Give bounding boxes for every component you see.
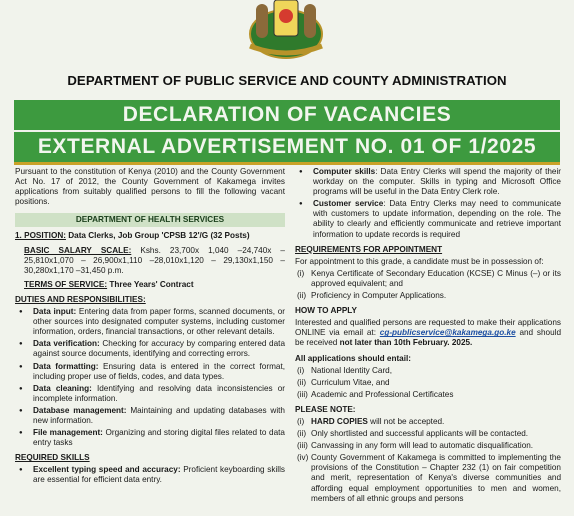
item-number: (i) (297, 365, 305, 375)
duty-item (15, 307, 285, 337)
requirement-item (295, 291, 561, 301)
note-item (295, 441, 561, 451)
note-text: Only shortlisted and successful applicants will be contacted. (311, 429, 529, 439)
skill-term: Customer service (313, 199, 384, 209)
attachment-text: Academic and Professional Certificates (311, 389, 454, 399)
item-number: (iii) (297, 441, 308, 451)
gold-divider (14, 162, 560, 165)
county-coat-of-arms-logo (236, 0, 336, 62)
duty-term: File management: (33, 428, 103, 438)
terms-value: Three Years' Contract (109, 279, 194, 289)
duty-item (15, 339, 285, 359)
apply-deadline: not later than 10th February. 2025. (339, 338, 473, 348)
duty-text: Maintaining and updating databases with new information. (33, 405, 285, 425)
duty-text: Ensuring data is entered in the correct format, including proper use of fields, codes, and data types. (33, 361, 286, 381)
note-text: Canvassing in any form will lead to automatic disqualification. (311, 441, 534, 451)
duty-item (15, 362, 285, 382)
position-label: 1. POSITION: (15, 231, 66, 241)
note-item (295, 453, 561, 503)
position-value: Data Clerks, Job Group 'CPSB 12'/G (32 Posts) (68, 231, 250, 241)
duty-text: Checking for accuracy by comparing entered data against source documents, identifying and correcting errors. (33, 339, 285, 359)
duty-term: Data verification: (33, 339, 100, 349)
vacancies-title-banner: DECLARATION OF VACANCIES (14, 100, 560, 130)
note-text: County Government of Kakamega is committed to implementing the provisions of the Constitution – Chapter 232 (1) on fair competition and merit, representation of Kenya's diverse communities and affording equal employment opportunities to men and women, members of all ethnic groups and persons (311, 453, 561, 503)
department-heading: DEPARTMENT OF PUBLIC SERVICE AND COUNTY ADMINISTRATION (67, 73, 507, 88)
skill-item (295, 167, 561, 197)
note-item (295, 429, 561, 439)
please-note-heading: PLEASE NOTE: (295, 404, 356, 414)
attachment-item (295, 390, 561, 400)
salary-value: Kshs. 23,700x 1,040 –24,740x – 25,810x1,070 – 26,900x1,110 –28,010x1,120 – 29,130x1,150 –30,280x1,170 –31,450 p.m. (24, 245, 285, 275)
duty-text: Identifying and resolving data inconsistencies or incomplete information. (33, 383, 285, 403)
salary-line (15, 246, 285, 276)
skill-item (295, 199, 561, 239)
item-number: (ii) (297, 291, 307, 301)
advertisement-number-banner: EXTERNAL ADVERTISEMENT NO. 01 OF 1/2025 (14, 132, 560, 162)
item-number: (iii) (297, 389, 308, 399)
terms-line (15, 280, 285, 290)
skill-item (15, 465, 285, 485)
requirement-text: Kenya Certificate of Secondary Education (KCSE) C Minus (–) or its approved equivalent; and (311, 268, 561, 288)
attachment-item (295, 366, 561, 376)
skill-text: : Data Entry Clerks may need to communicate with customers to update information, depending on the role. The ability to clearly and efficiently communicate and retrieve important information to update records is required (313, 199, 561, 239)
note-item (295, 417, 561, 427)
attachments-heading: All applications should entail: (295, 353, 412, 363)
requirement-text: Proficiency in Computer Applications. (311, 291, 447, 301)
intro-paragraph: Pursuant to the constitution of Kenya (2010) and the County Government Act No. 17 of 2012, the County Government of Kakamega invites applications from suitably qualified persons to fill the following vacant positions. (15, 167, 285, 207)
left-column (15, 167, 285, 486)
duty-term: Database management: (33, 405, 127, 415)
note-emphasis: HARD COPIES (311, 416, 368, 426)
skills-heading: REQUIRED SKILLS (15, 453, 90, 463)
item-number: (i) (297, 416, 305, 426)
apply-paragraph (295, 318, 561, 348)
duties-heading: DUTIES AND RESPONSIBILITIES: (15, 294, 146, 304)
department-subheading: DEPARTMENT OF HEALTH SERVICES (15, 213, 285, 227)
item-number: (ii) (297, 377, 307, 387)
attachment-item (295, 378, 561, 388)
item-number: (ii) (297, 429, 307, 439)
requirements-heading: REQUIREMENTS FOR APPOINTMENT (295, 244, 443, 254)
duty-term: Data input: (33, 307, 77, 317)
terms-label: TERMS OF SERVICE: (24, 279, 108, 289)
requirements-intro: For appointment to this grade, a candidate must be in possession of: (295, 256, 544, 266)
how-to-apply-heading: HOW TO APPLY (295, 306, 358, 316)
note-text: will not be accepted. (367, 416, 445, 426)
apply-deadline-pre: and should be received (295, 328, 562, 348)
duty-term: Data cleaning: (33, 383, 92, 393)
attachment-text: National Identity Card, (311, 365, 393, 375)
duty-item (15, 428, 285, 448)
duty-text: Organizing and storing digital files related to data entry tasks (33, 428, 285, 448)
position-line (15, 231, 285, 241)
application-email-link[interactable]: cg-publicservice@kakamega.go.ke (379, 328, 516, 338)
skill-text: Proficient keyboarding skills are essential for efficient data entry. (33, 465, 285, 485)
duty-text: Entering data from paper forms, scanned documents, or other sources into designated computer systems, including customer information, orders, financial transactions, or other relevant details. (33, 307, 285, 337)
item-number: (i) (297, 268, 305, 278)
duty-term: Data formatting: (33, 361, 99, 371)
skill-term: Computer skills (313, 167, 376, 176)
right-column (295, 167, 561, 504)
salary-label: BASIC SALARY SCALE: (24, 245, 132, 255)
duty-item (15, 406, 285, 426)
attachment-text: Curriculum Vitae, and (311, 377, 390, 387)
item-number: (iv) (297, 453, 309, 463)
duty-item (15, 384, 285, 404)
skill-text: : Data Entry Clerks will spend the majority of their workday on the computer. Skills in typing and Microsoft Office programs will be useful in the Data Entry Clerk role. (313, 167, 561, 197)
requirement-item (295, 269, 561, 289)
skill-term: Excellent typing speed and accuracy: (33, 465, 181, 475)
apply-text: Interested and qualified persons are requested to make their applications ONLINE via email at: (295, 318, 561, 338)
